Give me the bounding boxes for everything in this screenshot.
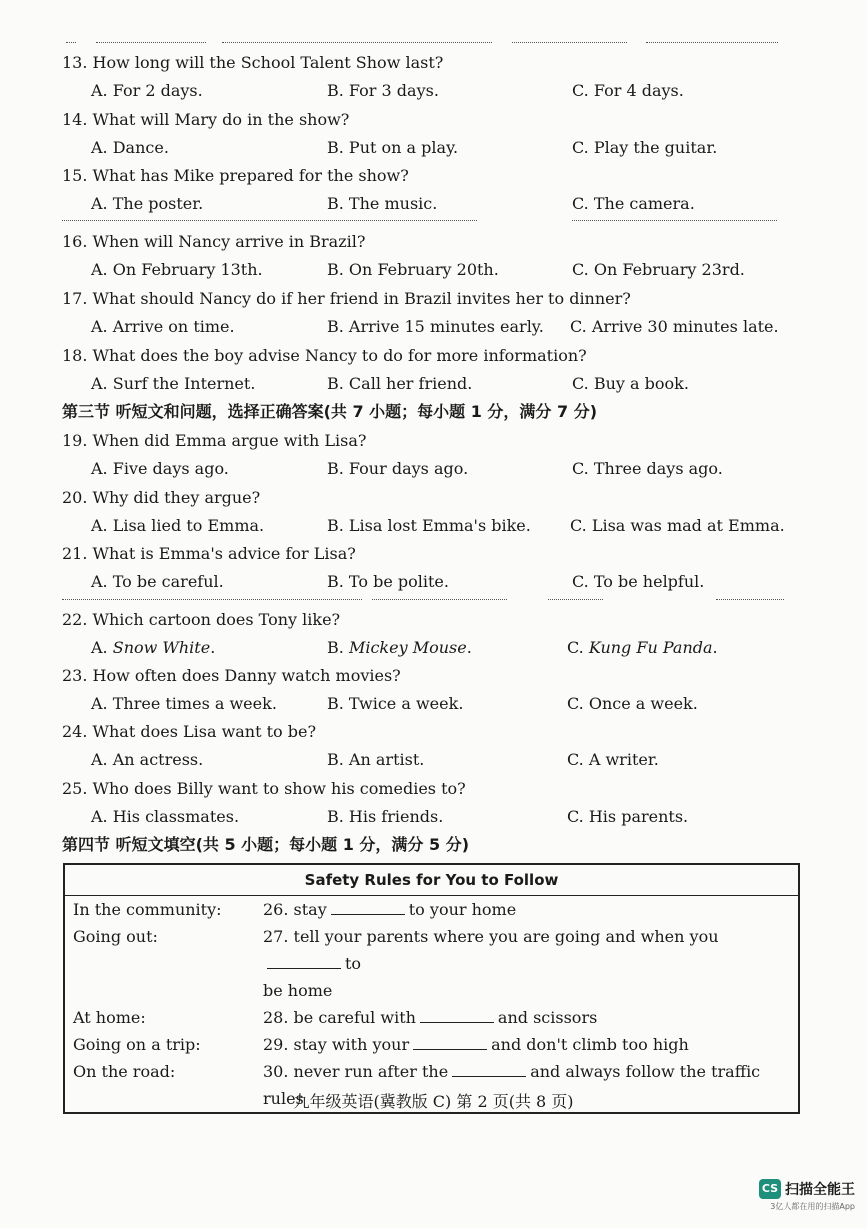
option-b: B. Put on a play. [327,138,459,157]
dotted-separator [372,599,507,600]
dotted-separator [512,42,627,43]
question-23: 23. How often does Danny watch movies? [62,666,401,685]
row-label: On the road: [73,1062,176,1081]
dotted-separator [572,220,777,221]
row-label: At home: [73,1008,146,1027]
dotted-separator [66,42,76,43]
option-c: C. Arrive 30 minutes late. [570,317,779,336]
question-25: 25. Who does Billy want to show his comedies to? [62,779,466,798]
option-c: C. Kung Fu Panda. [567,638,718,657]
dotted-separator [96,42,206,43]
option-c: C. Three days ago. [572,459,723,478]
question-18: 18. What does the boy advise Nancy to do for more information? [62,346,587,365]
option-c: C. On February 23rd. [572,260,745,279]
table-row [64,1031,799,1058]
question-14: 14. What will Mary do in the show? [62,110,350,129]
option-b: B. To be polite. [327,572,449,591]
option-b: B. Mickey Mouse. [327,638,472,657]
option-b: B. Four days ago. [327,459,469,478]
option-c: C. A writer. [567,750,659,769]
row-content: 27. tell your parents where you are going and when youto be home [263,927,719,1000]
option-b: B. Call her friend. [327,374,473,393]
row-label: Going out: [73,927,158,946]
option-c: C. Buy a book. [572,374,689,393]
option-b: B. Lisa lost Emma's bike. [327,516,531,535]
option-c: C. The camera. [572,194,695,213]
answer-blank[interactable] [331,898,405,915]
table-row [64,923,799,1004]
option-c: C. His parents. [567,807,689,826]
option-a: A. For 2 days. [91,81,203,100]
dotted-separator [62,220,477,221]
app-tagline: 3亿人都在用的扫描App [770,1201,855,1211]
option-a: A. Snow White. [91,638,216,657]
app-name: 扫描全能王 [785,1181,855,1198]
question-20: 20. Why did they argue? [62,488,261,507]
answer-blank[interactable] [267,952,341,969]
question-21: 21. What is Emma's advice for Lisa? [62,544,356,563]
option-c: C. Lisa was mad at Emma. [570,516,785,535]
row-label: Going on a trip: [73,1035,201,1054]
question-24: 24. What does Lisa want to be? [62,722,317,741]
option-a: A. Three times a week. [91,694,277,713]
table-row [64,1004,799,1031]
option-a: A. On February 13th. [91,260,263,279]
option-a: A. Lisa lied to Emma. [91,516,265,535]
safety-rules-table [63,863,800,1114]
question-19: 19. When did Emma argue with Lisa? [62,431,367,450]
answer-blank[interactable] [420,1006,494,1023]
scanner-watermark [759,1178,855,1212]
row-label: In the community: [73,900,222,919]
option-b: B. Twice a week. [327,694,464,713]
question-13: 13. How long will the School Talent Show last? [62,53,444,72]
option-c: C. Once a week. [567,694,698,713]
section-heading: 第三节 听短文和问题，选择正确答案(共 7 小题；每小题 1 分，满分 7 分) [62,402,598,421]
question-22: 22. Which cartoon does Tony like? [62,610,341,629]
option-b: B. An artist. [327,750,425,769]
option-c: C. Play the guitar. [572,138,718,157]
answer-blank[interactable] [413,1033,487,1050]
question-16: 16. When will Nancy arrive in Brazil? [62,232,366,251]
option-a: A. Five days ago. [91,459,229,478]
page-footer: 九年级英语(冀教版 C) 第 2 页(共 8 页) [293,1092,574,1111]
option-a: A. To be careful. [91,572,224,591]
option-c: C. For 4 days. [572,81,684,100]
row-content: 30. never run after the and always follow the traffic rules [263,1062,761,1108]
option-b: B. Arrive 15 minutes early. [327,317,544,336]
cs-logo-icon: CS [759,1179,781,1199]
row-content: 26. stay to your home [263,900,517,919]
option-b: B. On February 20th. [327,260,499,279]
option-b: B. The music. [327,194,438,213]
option-b: B. For 3 days. [327,81,439,100]
row-content: 28. be careful with and scissors [263,1008,598,1027]
option-b: B. His friends. [327,807,444,826]
table-title: Safety Rules for You to Follow [64,864,799,896]
option-a: A. Surf the Internet. [91,374,256,393]
dotted-separator [222,42,492,43]
row-content: 29. stay with your and don't climb too high [263,1035,689,1054]
option-a: A. The poster. [91,194,204,213]
option-a: A. An actress. [91,750,204,769]
question-17: 17. What should Nancy do if her friend in Brazil invites her to dinner? [62,289,631,308]
dotted-separator [62,599,362,600]
table-row [64,896,799,924]
option-a: A. His classmates. [91,807,240,826]
dotted-separator [548,599,603,600]
option-c: C. To be helpful. [572,572,705,591]
dotted-separator [646,42,778,43]
option-a: A. Dance. [91,138,169,157]
section-heading: 第四节 听短文填空(共 5 小题；每小题 1 分，满分 5 分) [62,835,470,854]
dotted-separator [716,599,784,600]
option-a: A. Arrive on time. [91,317,235,336]
question-15: 15. What has Mike prepared for the show? [62,166,409,185]
answer-blank[interactable] [452,1060,526,1077]
